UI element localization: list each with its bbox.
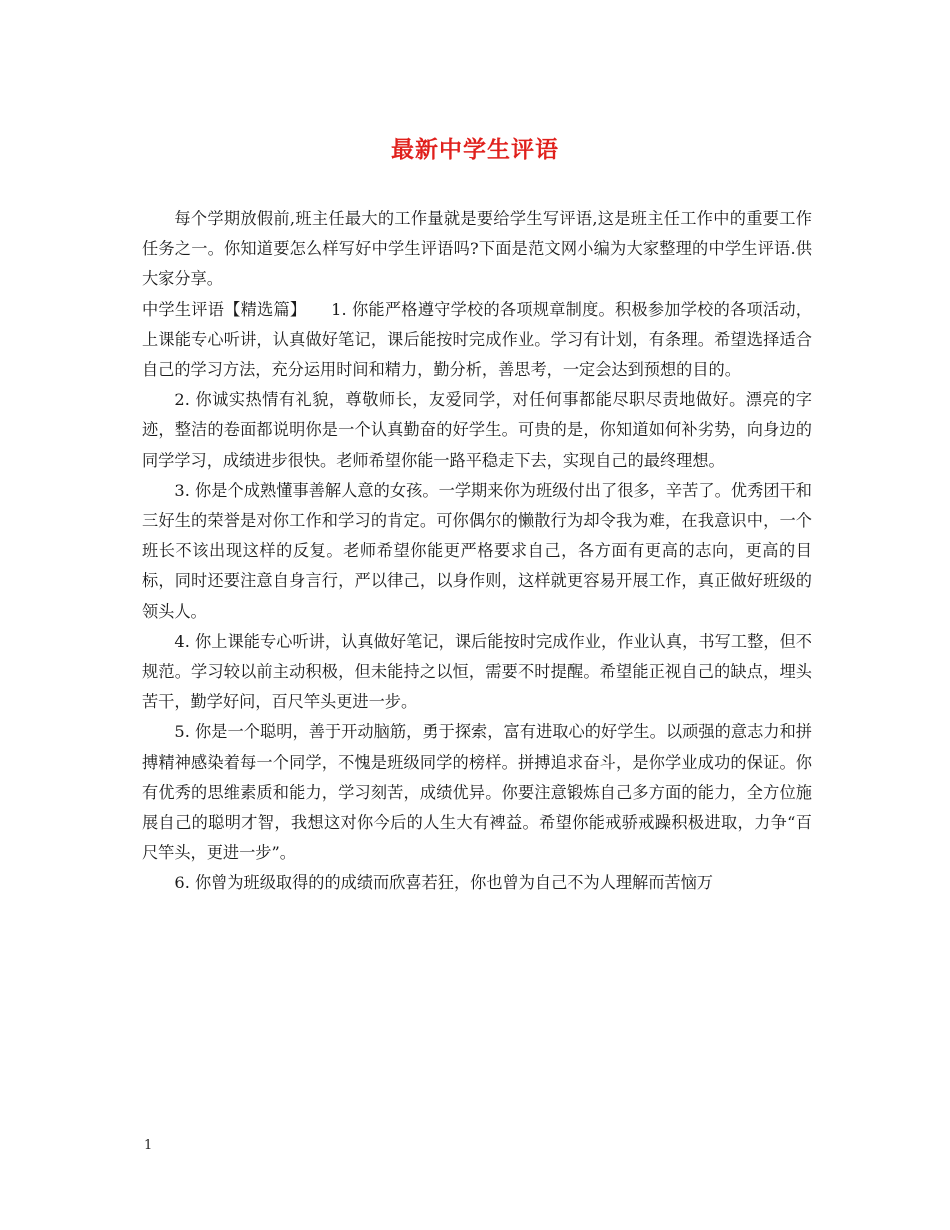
- comment-paragraph-1: 中学生评语【精选篇】 1. 你能严格遵守学校的各项规章制度。积极参加学校的各项活动，上课能专心听讲，认真做好笔记，课后能按时完成作业。学习有计划，有条理。希望选择适合自己的学习方法，充分运用时间和精力，勤分析，善思考，一定会达到预想的目的。: [142, 299, 812, 380]
- document-body: [142, 204, 812, 899]
- comment-paragraph-2: 2. 你诚实热情有礼貌，尊敬师长，友爱同学，对任何事都能尽职尽责地做好。漂亮的字迹，整洁的卷面都说明你是一个认真勤奋的好学生。可贵的是，你知道如何补劣势，向身边的同学学习，成绩进步很快。老师希望你能一路平稳走下去，实现自己的最终理想。: [142, 390, 812, 470]
- comment-paragraph-5: 5. 你是一个聪明，善于开动脑筋，勇于探索，富有进取心的好学生。以顽强的意志力和拼搏精神感染着每一个同学，不愧是班级同学的榜样。拼搏追求奋斗，是你学业成功的保证。你有优秀的思维素质和能力，学习刻苦，成绩优异。你要注意锻炼自己多方面的能力，全方位施展自己的聪明才智，我想这对你今后的人生大有裨益。希望你能戒骄戒躁积极进取，力争“百尺竿头，更进一步”。: [142, 722, 812, 863]
- page-number: 1: [144, 1138, 153, 1153]
- intro-paragraph: 每个学期放假前,班主任最大的工作量就是要给学生写评语,这是班主任工作中的重要工作任务之一。你知道要怎么样写好中学生评语吗?下面是范文网小编为大家整理的中学生评语.供大家分享。: [142, 209, 812, 289]
- comment-paragraph-4: 4. 你上课能专心听讲，认真做好笔记，课后能按时完成作业，作业认真，书写工整，但不规范。学习较以前主动积极，但未能持之以恒，需要不时提醒。希望能正视自己的缺点，埋头苦干，勤学好问，百尺竿头更进一步。: [142, 631, 812, 712]
- page-title: 最新中学生评语: [391, 137, 559, 163]
- comment-paragraph-3: 3. 你是个成熟懂事善解人意的女孩。一学期来你为班级付出了很多，辛苦了。优秀团干和三好生的荣誉是对你工作和学习的肯定。可你偶尔的懒散行为却令我为难，在我意识中，一个班长不该出现这样的反复。老师希望你能更严格要求自己，各方面有更高的志向，更高的目标，同时还要注意自身言行，严以律己，以身作则，这样就更容易开展工作，真正做好班级的领头人。: [142, 480, 812, 621]
- comment-paragraph-6: 6. 你曾为班级取得的的成绩而欣喜若狂，你也曾为自己不为人理解而苦恼万: [174, 873, 713, 893]
